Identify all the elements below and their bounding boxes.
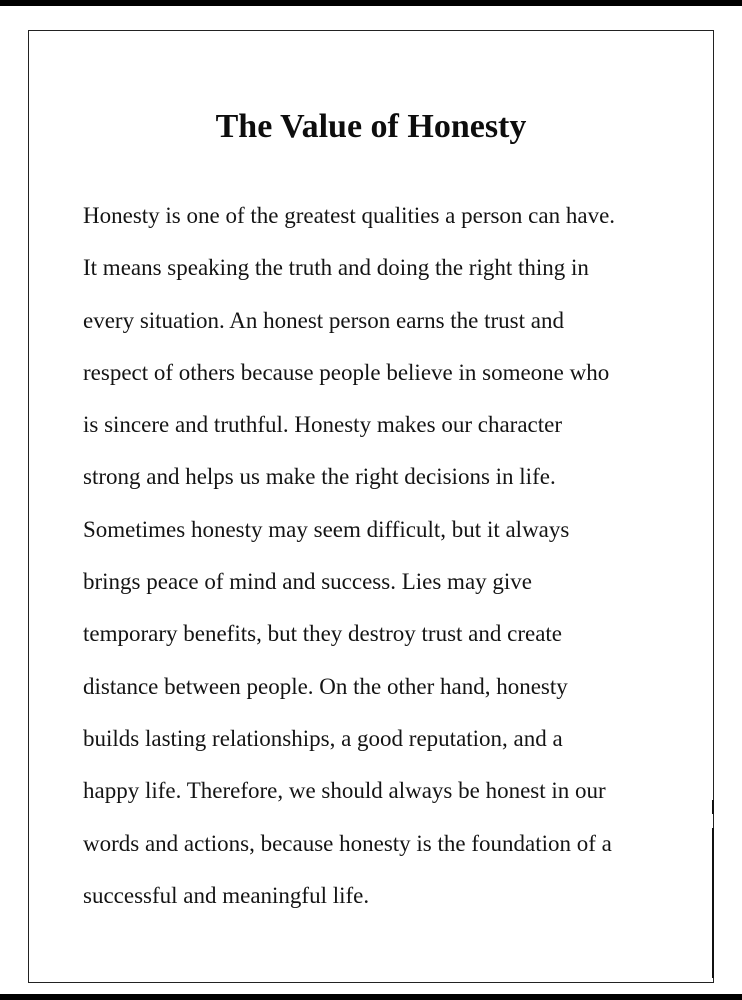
bottom-edge-bar — [0, 994, 742, 1000]
body-line: Sometimes honesty may seem difficult, but it always — [83, 516, 570, 542]
body-line: builds lasting relationships, a good reputation, and a — [83, 725, 563, 751]
body-line: words and actions, because honesty is the foundation of a — [83, 830, 612, 856]
top-edge-bar — [0, 0, 742, 6]
body-line: is sincere and truthful. Honesty makes our character — [83, 412, 562, 438]
body-line: brings peace of mind and success. Lies may give — [83, 569, 533, 595]
body-line: happy life. Therefore, we should always be honest in our — [83, 778, 606, 804]
edge-mark — [712, 800, 714, 814]
body-line: Honesty is one of the greatest qualities a person can have. — [83, 203, 616, 228]
document-title: The Value of Honesty — [215, 108, 527, 145]
body-line: every situation. An honest person earns the trust and — [83, 307, 564, 333]
body-line: It means speaking the truth and doing the right thing in — [83, 255, 589, 281]
document-body — [83, 190, 683, 922]
body-line: distance between people. On the other hand, honesty — [83, 673, 568, 699]
body-line: temporary benefits, but they destroy trust and create — [83, 621, 563, 647]
body-line: strong and helps us make the right decisions in life. — [83, 464, 556, 490]
edge-mark — [712, 828, 714, 978]
body-line: respect of others because people believe in someone who — [83, 359, 610, 385]
body-line: successful and meaningful life. — [83, 882, 370, 908]
